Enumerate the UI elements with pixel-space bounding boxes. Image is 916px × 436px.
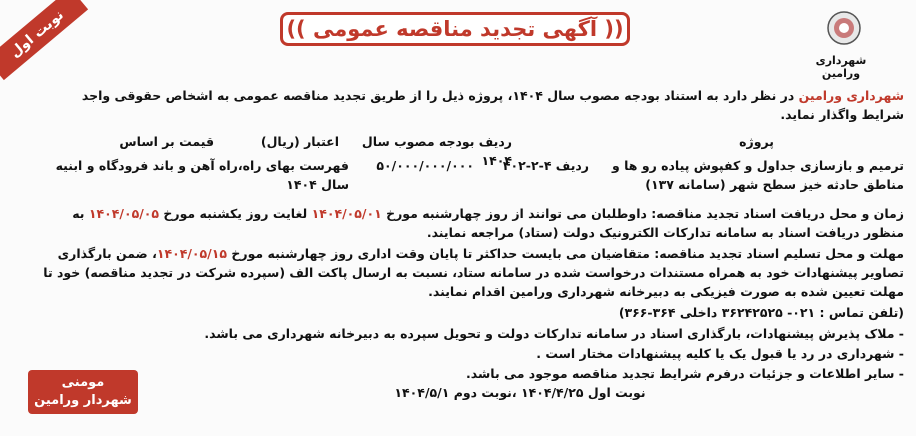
notice-body: [36, 86, 904, 384]
publication-dates: نوبت اول ۱۴۰۴/۴/۲۵ ،نوبت دوم ۱۴۰۴/۵/۱: [394, 385, 646, 400]
logo-caption: شهرداری ورامین: [815, 54, 867, 80]
cell-project: [604, 156, 904, 194]
cell-project-line1: ترمیم و بازسازی جداول و کفپوش پیاده رو ها و: [611, 158, 904, 173]
p1-text-b: لغایت روز یکشنبه مورخ: [159, 206, 312, 221]
signature-name: مومنی: [61, 375, 105, 390]
paragraph-submit-docs: [36, 244, 904, 301]
municipality-logo-icon: [826, 10, 862, 46]
bullet-item: - سایر اطلاعات و جزئیات درفرم شرایط تجدید مناقصه موجود می باشد.: [466, 366, 904, 381]
signature-role: شهردار ورامین: [34, 393, 132, 408]
cell-project-line2: مناطق حادثه خیز سطح شهر (سامانه ۱۳۷): [645, 177, 904, 192]
header-project: پروژه: [739, 134, 774, 149]
header-radif: ردیف بودجه مصوب سال ۱۴۰۴: [361, 134, 512, 168]
p1-text-a: زمان و محل دریافت اسناد تجدید مناقصه: داوطلبان می توانند از روز چهارشنبه مورخ: [381, 206, 904, 221]
nobat-ribbon: نوبت اول: [0, 0, 88, 80]
p2-text-a: مهلت و محل تسلیم اسناد تجدید مناقصه: متقاضیان می بایست حداکثر تا پایان وقت اداری روز چهارشنبه مورخ: [227, 246, 904, 261]
p2-text-b: ، ضمن بارگذاری تصاویر پیشنهادات خود به همراه مستندات درخواست شده در سامانه ستاد، نسبت به ارسال پاکت الف (سپرده شرکت در تجدید مناقصه) خود تا مهلت تعیین شده به صورت فیزیکی به دبیرخانه شهرداری ورامین اقدام نمایند.: [43, 246, 904, 299]
header-price: قیمت بر اساس: [119, 134, 214, 149]
intro-org: شهرداری ورامین: [798, 88, 904, 103]
signature-box: [28, 370, 138, 414]
intro-paragraph: [36, 86, 904, 124]
header: [0, 0, 916, 88]
paragraph-receive-docs: [36, 204, 904, 242]
p1-date-start: ۱۴۰۴/۰۵/۰۱: [311, 206, 382, 221]
cell-price: فهرست بهای راه،راه آهن و باند فرودگاه و ابنیه سال ۱۴۰۴: [55, 158, 349, 192]
intro-text: در نظر دارد به استناد بودجه مصوب سال ۱۴۰۴، پروژه ذیل را از طریق تجدید مناقصه عمومی به اشخاص حقوقی واجد شرایط واگذار نماید.: [81, 88, 904, 122]
header-credit: اعتبار (ریال): [260, 134, 339, 149]
p2-date-deadline: ۱۴۰۴/۰۵/۱۵: [156, 246, 228, 261]
bullet-item: - شهرداری در رد یا قبول یک یا کلیه پیشنهادات مختار است .: [536, 346, 904, 361]
p1-text-c: به منظور دریافت اسناد به سامانه تدارکات الکترونیک دولت (ستاد) مراجعه نمایند.: [72, 206, 904, 240]
p1-date-end: ۱۴۰۴/۰۵/۰۵: [88, 206, 160, 221]
project-table: [36, 132, 904, 194]
bullet-item: - ملاک پذیرش پیشنهادات، بارگذاری اسناد در سامانه تدارکات دولت و تحویل سپرده به دبیرخانه شهرداری می باشد.: [204, 326, 904, 341]
phone-line: (تلفن تماس : ۰۲۱- ۳۶۲۴۲۵۲۵ داخلی ۳۶۴-۳۶۶): [618, 305, 904, 320]
cell-radif: ردیف ۴-۲-۴۰۲: [502, 158, 589, 173]
cell-credit: ۵۰/۰۰۰/۰۰۰/۰۰۰: [376, 158, 474, 173]
page-title: (( آگهی تجدید مناقصه عمومی )): [280, 12, 630, 46]
